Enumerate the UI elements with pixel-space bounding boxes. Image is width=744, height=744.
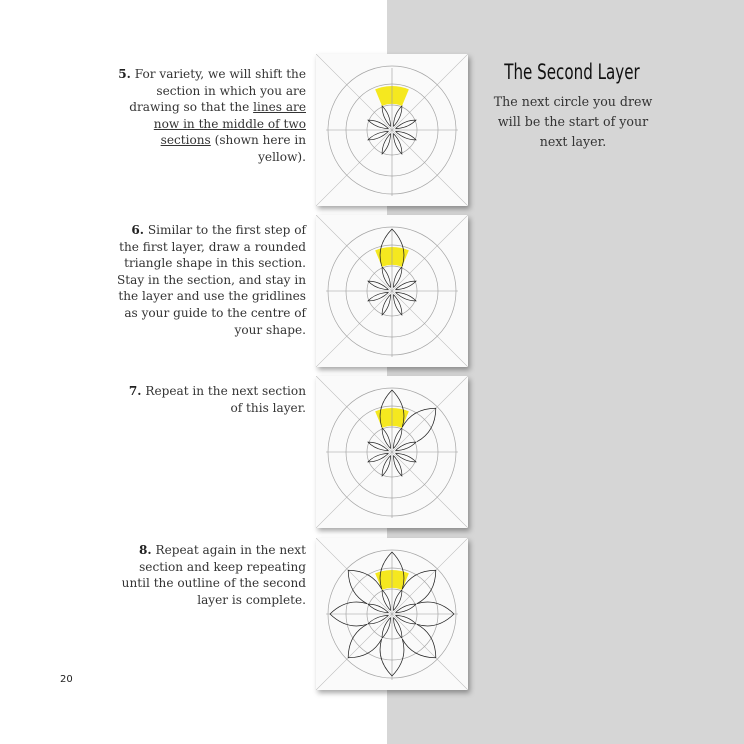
illustration-step-5 — [316, 54, 468, 206]
inner-petal — [396, 281, 417, 290]
inner-petal — [393, 295, 402, 316]
inner-petal — [368, 131, 389, 140]
illustration-step-6 — [316, 215, 468, 367]
inner-petal — [396, 292, 417, 301]
step-8-text — [116, 542, 306, 608]
section-title: The Second Layer — [504, 60, 640, 84]
inner-petal — [396, 604, 417, 613]
intro-text: The next circle you drew will be the start of your next layer. — [493, 94, 653, 149]
illustration-step-7 — [316, 376, 468, 528]
inner-petal — [368, 120, 389, 129]
inner-petal — [396, 131, 417, 140]
inner-petal — [393, 456, 402, 477]
step-text-end: (shown here in yellow). — [210, 133, 306, 164]
inner-petal — [396, 442, 417, 451]
step-text: Similar to the first step of the first layer, draw a rounded triangle shape in this section. Stay in the section, and stay in the layer and use the gridlines as your guide to the centre of your shape. — [116, 223, 306, 337]
inner-petal — [393, 106, 402, 127]
inner-petal — [396, 453, 417, 462]
step-6-text — [116, 222, 306, 338]
inner-petal — [382, 618, 391, 639]
inner-petal — [393, 618, 402, 639]
inner-petal — [396, 615, 417, 624]
inner-petal — [368, 281, 389, 290]
mandala-grid-drawing — [316, 54, 468, 206]
inner-petal — [393, 134, 402, 155]
page-number: 20 — [60, 674, 73, 685]
mandala-grid-drawing — [316, 215, 468, 367]
step-5-text — [116, 66, 306, 166]
inner-petal — [382, 106, 391, 127]
inner-petal — [382, 590, 391, 611]
inner-petal — [368, 615, 389, 624]
mandala-grid-drawing — [316, 538, 468, 690]
inner-petal — [368, 442, 389, 451]
step-text: Repeat again in the next section and keep repeating until the outline of the second layer is complete. — [121, 543, 306, 607]
step-number: 6. — [131, 223, 144, 237]
inner-petal — [393, 590, 402, 611]
inner-petal — [368, 292, 389, 301]
step-number: 7. — [128, 384, 142, 398]
step-number: 8. — [138, 543, 152, 557]
inner-petal — [396, 120, 417, 129]
step-number: 5. — [118, 67, 131, 81]
inner-petal — [382, 456, 391, 477]
inner-petal — [382, 134, 391, 155]
step-underlined-text: lines are now in the middle of two sections — [153, 100, 306, 148]
inner-petal — [368, 453, 389, 462]
inner-petal — [393, 428, 402, 449]
inner-petal — [393, 267, 402, 288]
step-text: For variety, we will shift the section in which you are drawing so that the — [129, 67, 306, 115]
inner-petal — [382, 428, 391, 449]
step-7-text — [116, 383, 306, 416]
inner-petal — [382, 267, 391, 288]
inner-petal — [382, 295, 391, 316]
inner-petal — [368, 604, 389, 613]
mandala-grid-drawing — [316, 376, 468, 528]
step-text: Repeat in the next section of this layer. — [141, 384, 306, 415]
illustration-step-8 — [316, 538, 468, 690]
